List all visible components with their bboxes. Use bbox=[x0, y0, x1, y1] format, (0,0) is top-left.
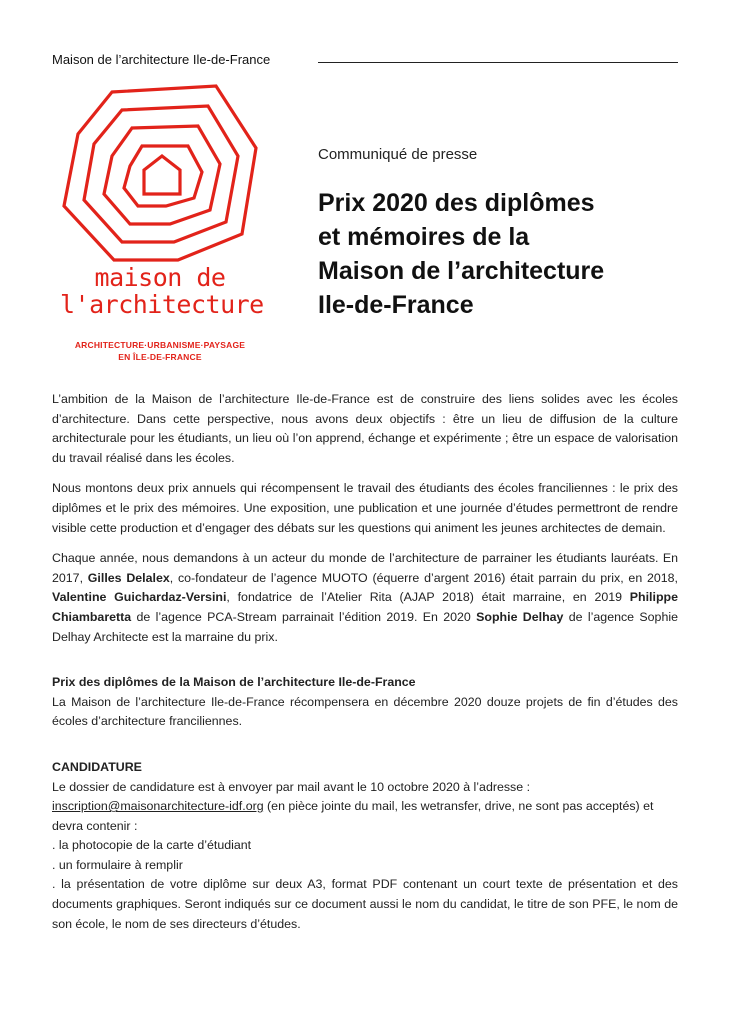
logo-tagline-line2: EN ÎLE-DE-FRANCE bbox=[118, 352, 202, 362]
sponsors-text: Chaque année, nous demandons à un acteur du monde de l’architecture de parrainer les étudiants lauréats. En 2017, bbox=[52, 551, 678, 585]
sponsor-name: Philippe Chiambaretta bbox=[52, 590, 678, 624]
nested-house-outline-icon bbox=[60, 84, 260, 264]
title-line: Prix 2020 des diplômes bbox=[318, 189, 595, 217]
application-email-line bbox=[52, 797, 678, 836]
section-heading: Prix des diplômes de la Maison de l’architecture Ile-de-France bbox=[52, 675, 416, 690]
prizes-paragraph: Nous montons deux prix annuels qui récompensent le travail des étudiants des écoles franciliennes : le prix des diplômes et le prix des mémoires. Une exposition, une publication et une journée d’études permettront de rendre visible cette production et d’engager des débats sur les questions qui animent les jeunes architectes de demain. bbox=[52, 481, 678, 535]
application-email-note: (en pièce jointe du mail, les wetransfer, drive, ne sont pas acceptés) et devra contenir : bbox=[52, 799, 654, 833]
maison-architecture-logo bbox=[60, 84, 264, 374]
title-line: Ile-de-France bbox=[318, 291, 474, 319]
sponsor-name: Valentine Guichardaz-Versini bbox=[52, 590, 227, 605]
logo-wordmark-line1: maison de bbox=[94, 263, 226, 292]
sponsors-text: , fondatrice de l’Atelier Rita (AJAP 2018) était marraine, en 2019 bbox=[226, 590, 630, 605]
requirement-item: . la photocopie de la carte d’étudiant bbox=[52, 838, 252, 853]
application-intro: Le dossier de candidature est à envoyer par mail avant le 10 octobre 2020 à l’adresse : bbox=[52, 779, 531, 794]
section-heading: CANDIDATURE bbox=[52, 759, 142, 774]
sponsor-name: Sophie Delhay bbox=[476, 609, 564, 624]
header-organization-label: Maison de l’architecture Ile-de-France bbox=[52, 52, 271, 67]
application-email-link[interactable]: inscription@maisonarchitecture-idf.org bbox=[52, 799, 264, 814]
intro-paragraph: L’ambition de la Maison de l’architecture Ile-de-France est de construire des liens solides avec les écoles d’architecture. Dans cette perspective, nous avons deux objectifs : être un lieu de diffusion de la culture architecturale pour les étudiants, un lieu où l’on apprend, échange et expérimente ; être un espace de valorisation du travail réalisé dans les écoles. bbox=[52, 392, 678, 465]
title-line: Maison de l’architecture bbox=[318, 257, 605, 285]
sponsors-text: de l’agence PCA-Stream parrainait l’édition 2019. En 2020 bbox=[131, 609, 477, 624]
application-section bbox=[52, 758, 678, 934]
requirement-item: . la présentation de votre diplôme sur deux A3, format PDF contenant un court texte de présentation et des documents graphiques. Seront indiqués sur ce document aussi le nom du candidat, le titre de son PFE, le nom de son école, le nom de ses directeurs d’études. bbox=[52, 877, 678, 931]
sponsors-text: de l’agence Sophie Delhay Architecte est la marraine du prix. bbox=[52, 609, 678, 644]
press-release-label: Communiqué de presse bbox=[318, 146, 478, 163]
document-body bbox=[52, 390, 678, 934]
logo-wordmark-line2: l'architecture bbox=[60, 290, 264, 319]
sponsors-text: , co-fondateur de l’agence MUOTO (équerre d’argent 2016) était parrain du prix, en 2018, bbox=[169, 570, 678, 585]
sponsor-name: Gilles Delalex bbox=[87, 570, 170, 585]
header-divider bbox=[318, 62, 678, 63]
press-release-title bbox=[318, 186, 688, 322]
section-text: La Maison de l’architecture Ile-de-France récompensera en décembre 2020 douze projets de fin d’études des écoles d’architecture franciliennes. bbox=[52, 694, 678, 729]
diplomas-prize-section bbox=[52, 673, 678, 732]
logo-tagline-line1: ARCHITECTURE·URBANISME·PAYSAGE bbox=[74, 340, 246, 350]
title-line: et mémoires de la bbox=[318, 223, 530, 251]
requirement-item: . un formulaire à remplir bbox=[52, 857, 183, 872]
sponsors-paragraph bbox=[52, 549, 678, 647]
